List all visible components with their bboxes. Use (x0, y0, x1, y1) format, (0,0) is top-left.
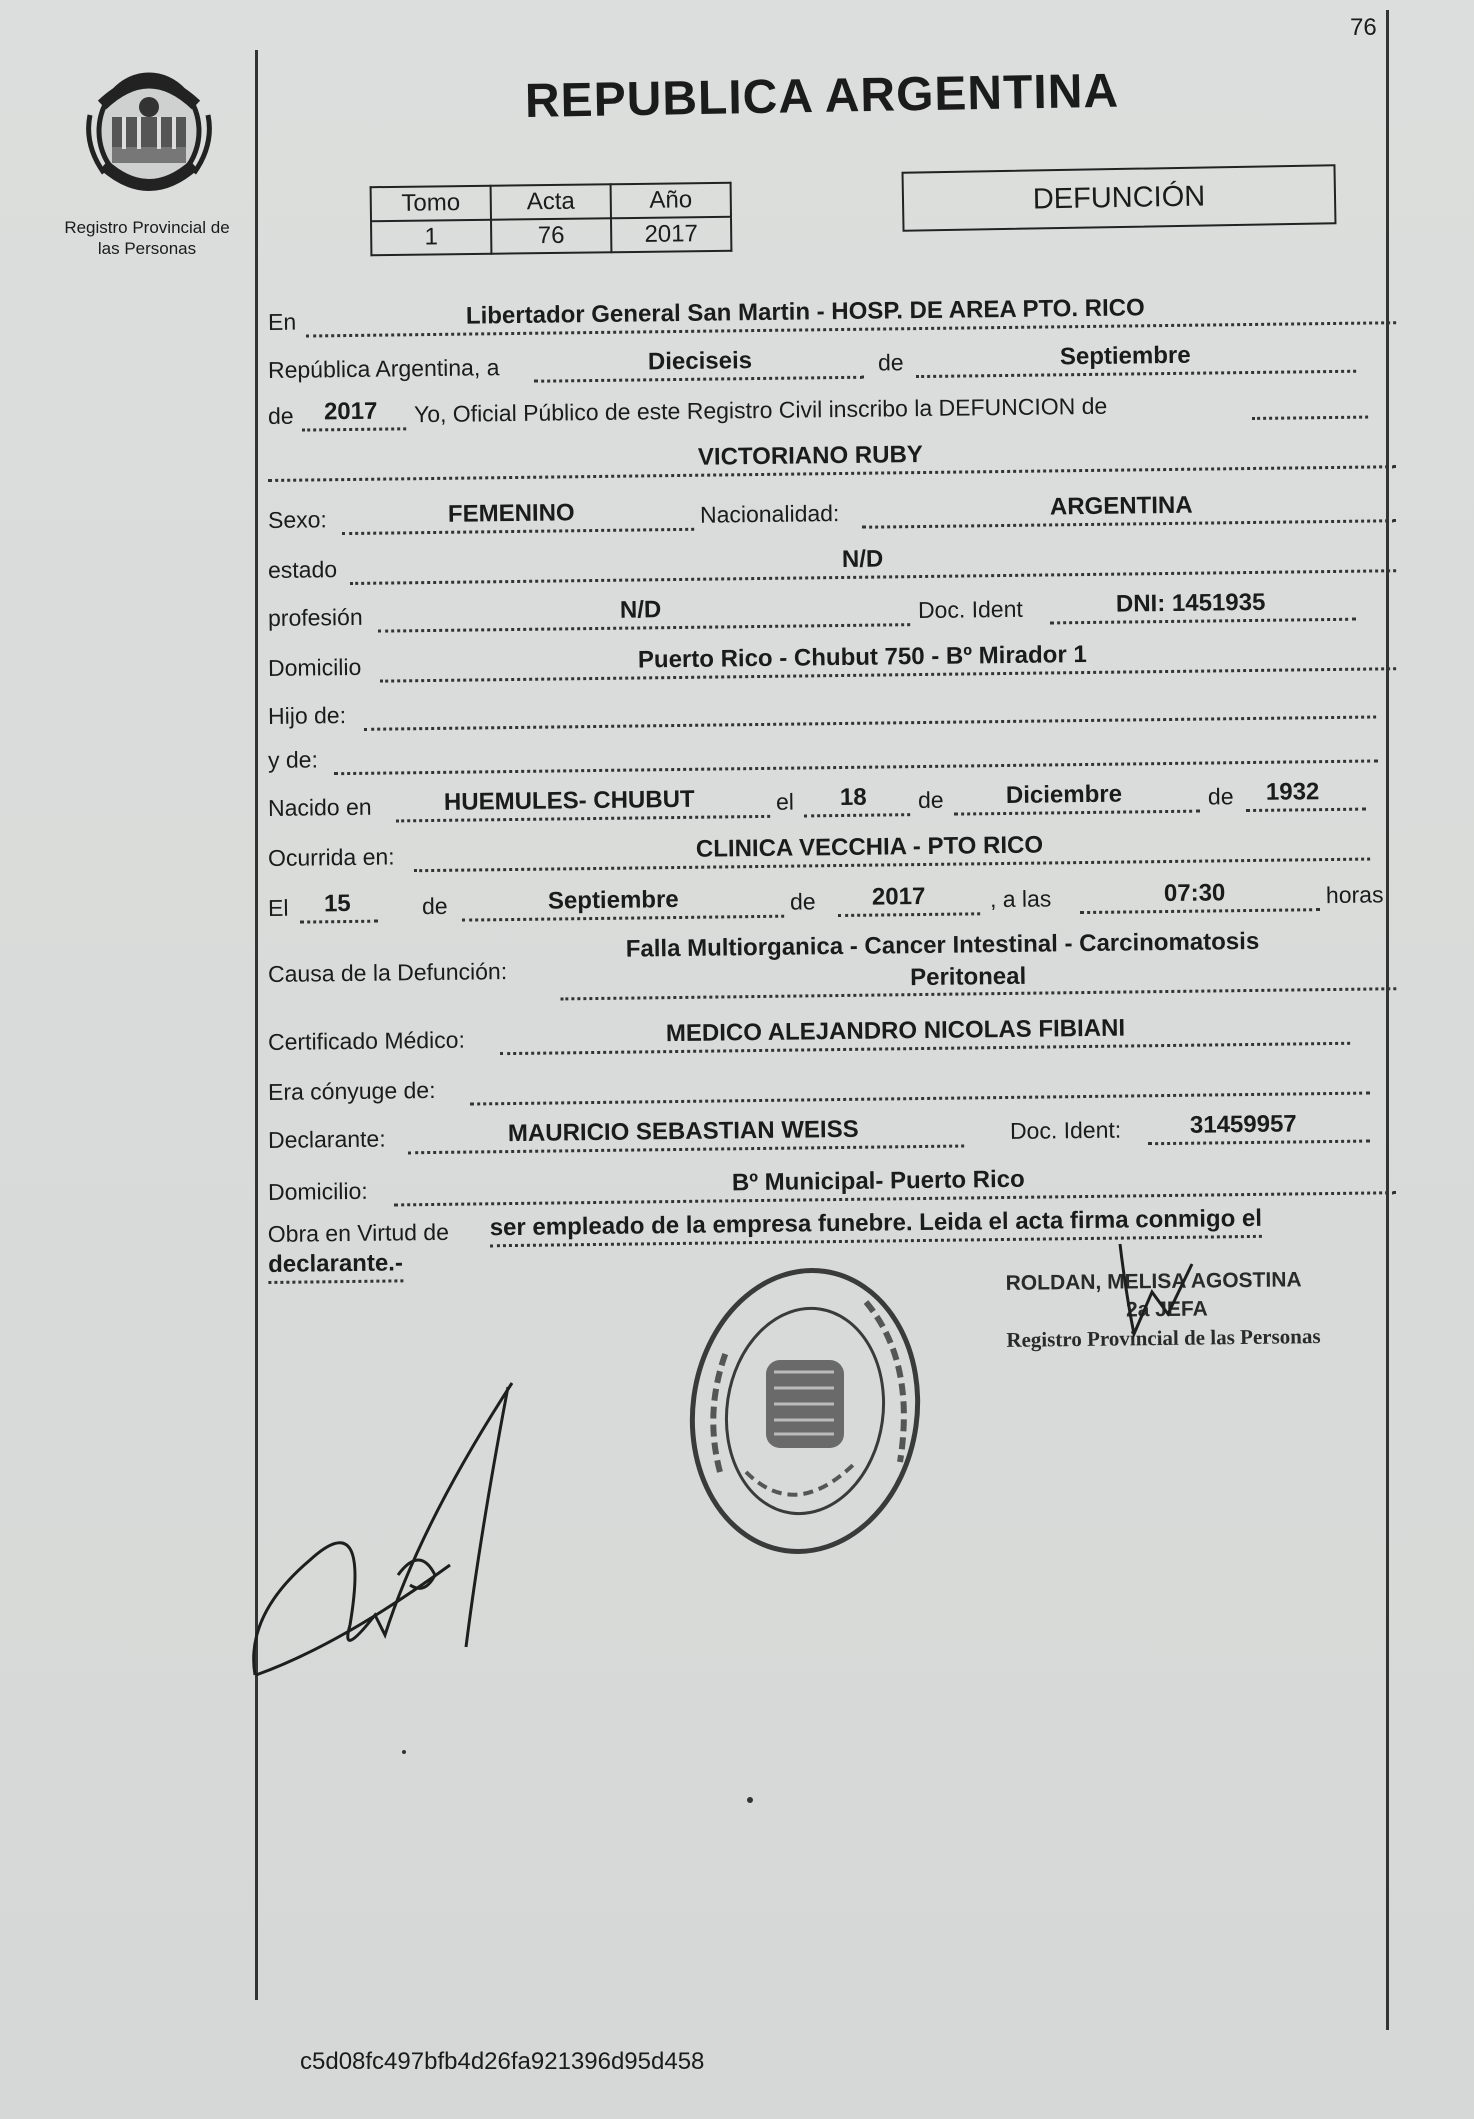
profesion-label: profesión (267, 603, 363, 631)
de-label: de (877, 349, 904, 376)
row-declarant-address (268, 1156, 1396, 1210)
estado-value: N/D (841, 545, 884, 573)
obra-value: ser empleado de la empresa funebre. Leida el acta firma conmigo el (490, 1205, 1263, 1247)
decl-dom-value: Bº Municipal- Puerto Rico (731, 1165, 1025, 1197)
birth-month: Diciembre (1005, 780, 1123, 809)
conyuge-line (470, 1092, 1370, 1106)
tomo-value: 1 (371, 220, 491, 255)
declarant-signature (250, 1375, 520, 1695)
el-label: el (775, 788, 795, 815)
ink-speck (747, 1797, 753, 1803)
declarante-value: MAURICIO SEBASTIAN WEISS (507, 1115, 859, 1148)
row-date-registration (268, 334, 1396, 388)
anio-value: 2017 (611, 217, 731, 252)
certificado-value: MEDICO ALEJANDRO NICOLAS FIBIANI (665, 1014, 1126, 1048)
nacionalidad-label: Nacionalidad: (699, 500, 840, 528)
profesion-line (378, 623, 910, 632)
nacionalidad-line (862, 519, 1396, 529)
conyuge-label: Era cónyuge de: (267, 1076, 436, 1105)
birth-year: 1932 (1265, 778, 1320, 806)
el-label: El (267, 894, 289, 921)
domicilio-value: Puerto Rico - Chubut 750 - Bº Mirador 1 (637, 640, 1087, 674)
en-label: En (267, 308, 297, 335)
row-birth (268, 772, 1396, 826)
de-label: de (789, 888, 816, 915)
decl-doc-line (1148, 1140, 1370, 1146)
record-type-box: DEFUNCIÓN (902, 164, 1337, 232)
record-number-table (370, 182, 733, 256)
tomo-header: Tomo (371, 186, 491, 221)
acta-header: Acta (491, 184, 611, 219)
registrar-name: ROLDAN, MELISA AGOSTINA (1005, 1268, 1302, 1295)
row-declarant (268, 1104, 1396, 1158)
death-day: 15 (323, 889, 351, 918)
registration-year: 2017 (323, 397, 378, 426)
province-shield-logo (84, 65, 214, 205)
hijo-label: Hijo de: (267, 702, 347, 729)
declarante-label: Declarante: (267, 1125, 386, 1153)
row-declaration (268, 380, 1396, 434)
horas-label: horas (1325, 881, 1384, 909)
death-day-line (300, 920, 378, 924)
yde-line (334, 759, 1378, 775)
birth-day: 18 (839, 783, 867, 812)
place-value: Libertador General San Martin - HOSP. DE AREA PTO. RICO (465, 294, 1145, 330)
nacionalidad-value: ARGENTINA (1049, 491, 1193, 521)
obra-label: Obra en Virtud de (267, 1218, 450, 1248)
republica-label: República Argentina, a (267, 354, 500, 383)
causa-label: Causa de la Defunción: (267, 958, 508, 987)
yde-label: y de: (267, 746, 319, 773)
alas-label: , a las (989, 885, 1052, 913)
row-parent-2 (268, 724, 1396, 778)
certificado-label: Certificado Médico: (267, 1026, 466, 1055)
row-medical-certificate (268, 1006, 1396, 1060)
decl-doc-value: 31459957 (1189, 1110, 1297, 1139)
registration-day: Dieciseis (647, 347, 753, 376)
day-line (534, 376, 864, 383)
cause-line-1: Falla Multiorganica - Cancer Intestinal - Carcinomatosis (625, 927, 1260, 963)
row-profession-document (268, 582, 1396, 636)
registration-month: Septiembre (1059, 341, 1191, 371)
birthplace-value: HUEMULES- CHUBUT (443, 785, 695, 816)
ocurrida-label: Ocurrida en: (267, 843, 395, 871)
death-year: 2017 (871, 882, 926, 911)
birth-year-line (1246, 808, 1366, 812)
decl-dom-label: Domicilio: (267, 1177, 368, 1205)
official-seal-stamp (686, 1262, 924, 1560)
row-address (268, 632, 1396, 686)
registrar-office: Registro Provincial de las Personas (1006, 1324, 1321, 1352)
registrar-signature (1100, 1234, 1250, 1344)
document-title: REPUBLICA ARGENTINA (524, 64, 1120, 128)
year-line (302, 427, 406, 431)
de-label: de (1207, 783, 1234, 810)
doc-ident-label: Doc. Ident (917, 595, 1023, 624)
death-time-line (1080, 908, 1320, 914)
death-month-line (462, 915, 784, 922)
profesion-value: N/D (619, 596, 662, 624)
doc-ident-value: DNI: 1451935 (1115, 588, 1266, 618)
row-place (268, 286, 1396, 340)
row-cause-of-death (268, 922, 1397, 1006)
nacido-label: Nacido en (267, 793, 372, 821)
deceased-name: VICTORIANO RUBY (697, 441, 924, 471)
month-line (916, 370, 1356, 378)
row-death-datetime (268, 872, 1396, 926)
birth-day-line (804, 813, 910, 817)
logo-caption: Registro Provincial de las Personas (64, 218, 230, 258)
birth-month-line (954, 810, 1200, 816)
death-time: 07:30 (1163, 879, 1226, 908)
anio-header: Año (611, 183, 731, 218)
inscribo-line (1252, 416, 1368, 420)
row-spouse (268, 1056, 1396, 1110)
doc-ident-line (1050, 618, 1356, 625)
death-place-value: CLINICA VECCHIA - PTO RICO (695, 831, 1044, 863)
sexo-label: Sexo: (267, 506, 328, 533)
estado-label: estado (267, 556, 338, 583)
row-civil-status (268, 534, 1396, 588)
domicilio-label: Domicilio (267, 653, 362, 681)
de-label: de (421, 892, 448, 920)
registrar-role: 2a JEFA (1125, 1297, 1208, 1322)
death-month: Septiembre (547, 885, 679, 915)
declarante-line (408, 1144, 964, 1154)
row-sex-nationality (268, 484, 1396, 538)
document-hash: c5d08fc497bfb4d26fa921396d95d458 (300, 2048, 705, 2075)
inscribo-text: Yo, Oficial Público de este Registro Civil inscribo la DEFUNCION de (413, 392, 1108, 428)
decl-doc-label: Doc. Ident: (1009, 1116, 1122, 1144)
row-death-place (268, 822, 1396, 876)
acta-value: 76 (491, 218, 611, 253)
sexo-line (342, 528, 694, 535)
obra-value-2: declarante.- (268, 1249, 403, 1284)
sexo-value: FEMENINO (447, 499, 575, 528)
cause-line-2: Peritoneal (909, 962, 1027, 992)
de-label: de (917, 786, 944, 814)
left-margin-line (255, 50, 258, 2000)
death-year-line (838, 912, 980, 917)
row-deceased-name (268, 430, 1396, 484)
ink-speck (402, 1750, 406, 1754)
de-label: de (267, 402, 294, 429)
page-number: 76 (1350, 14, 1377, 41)
